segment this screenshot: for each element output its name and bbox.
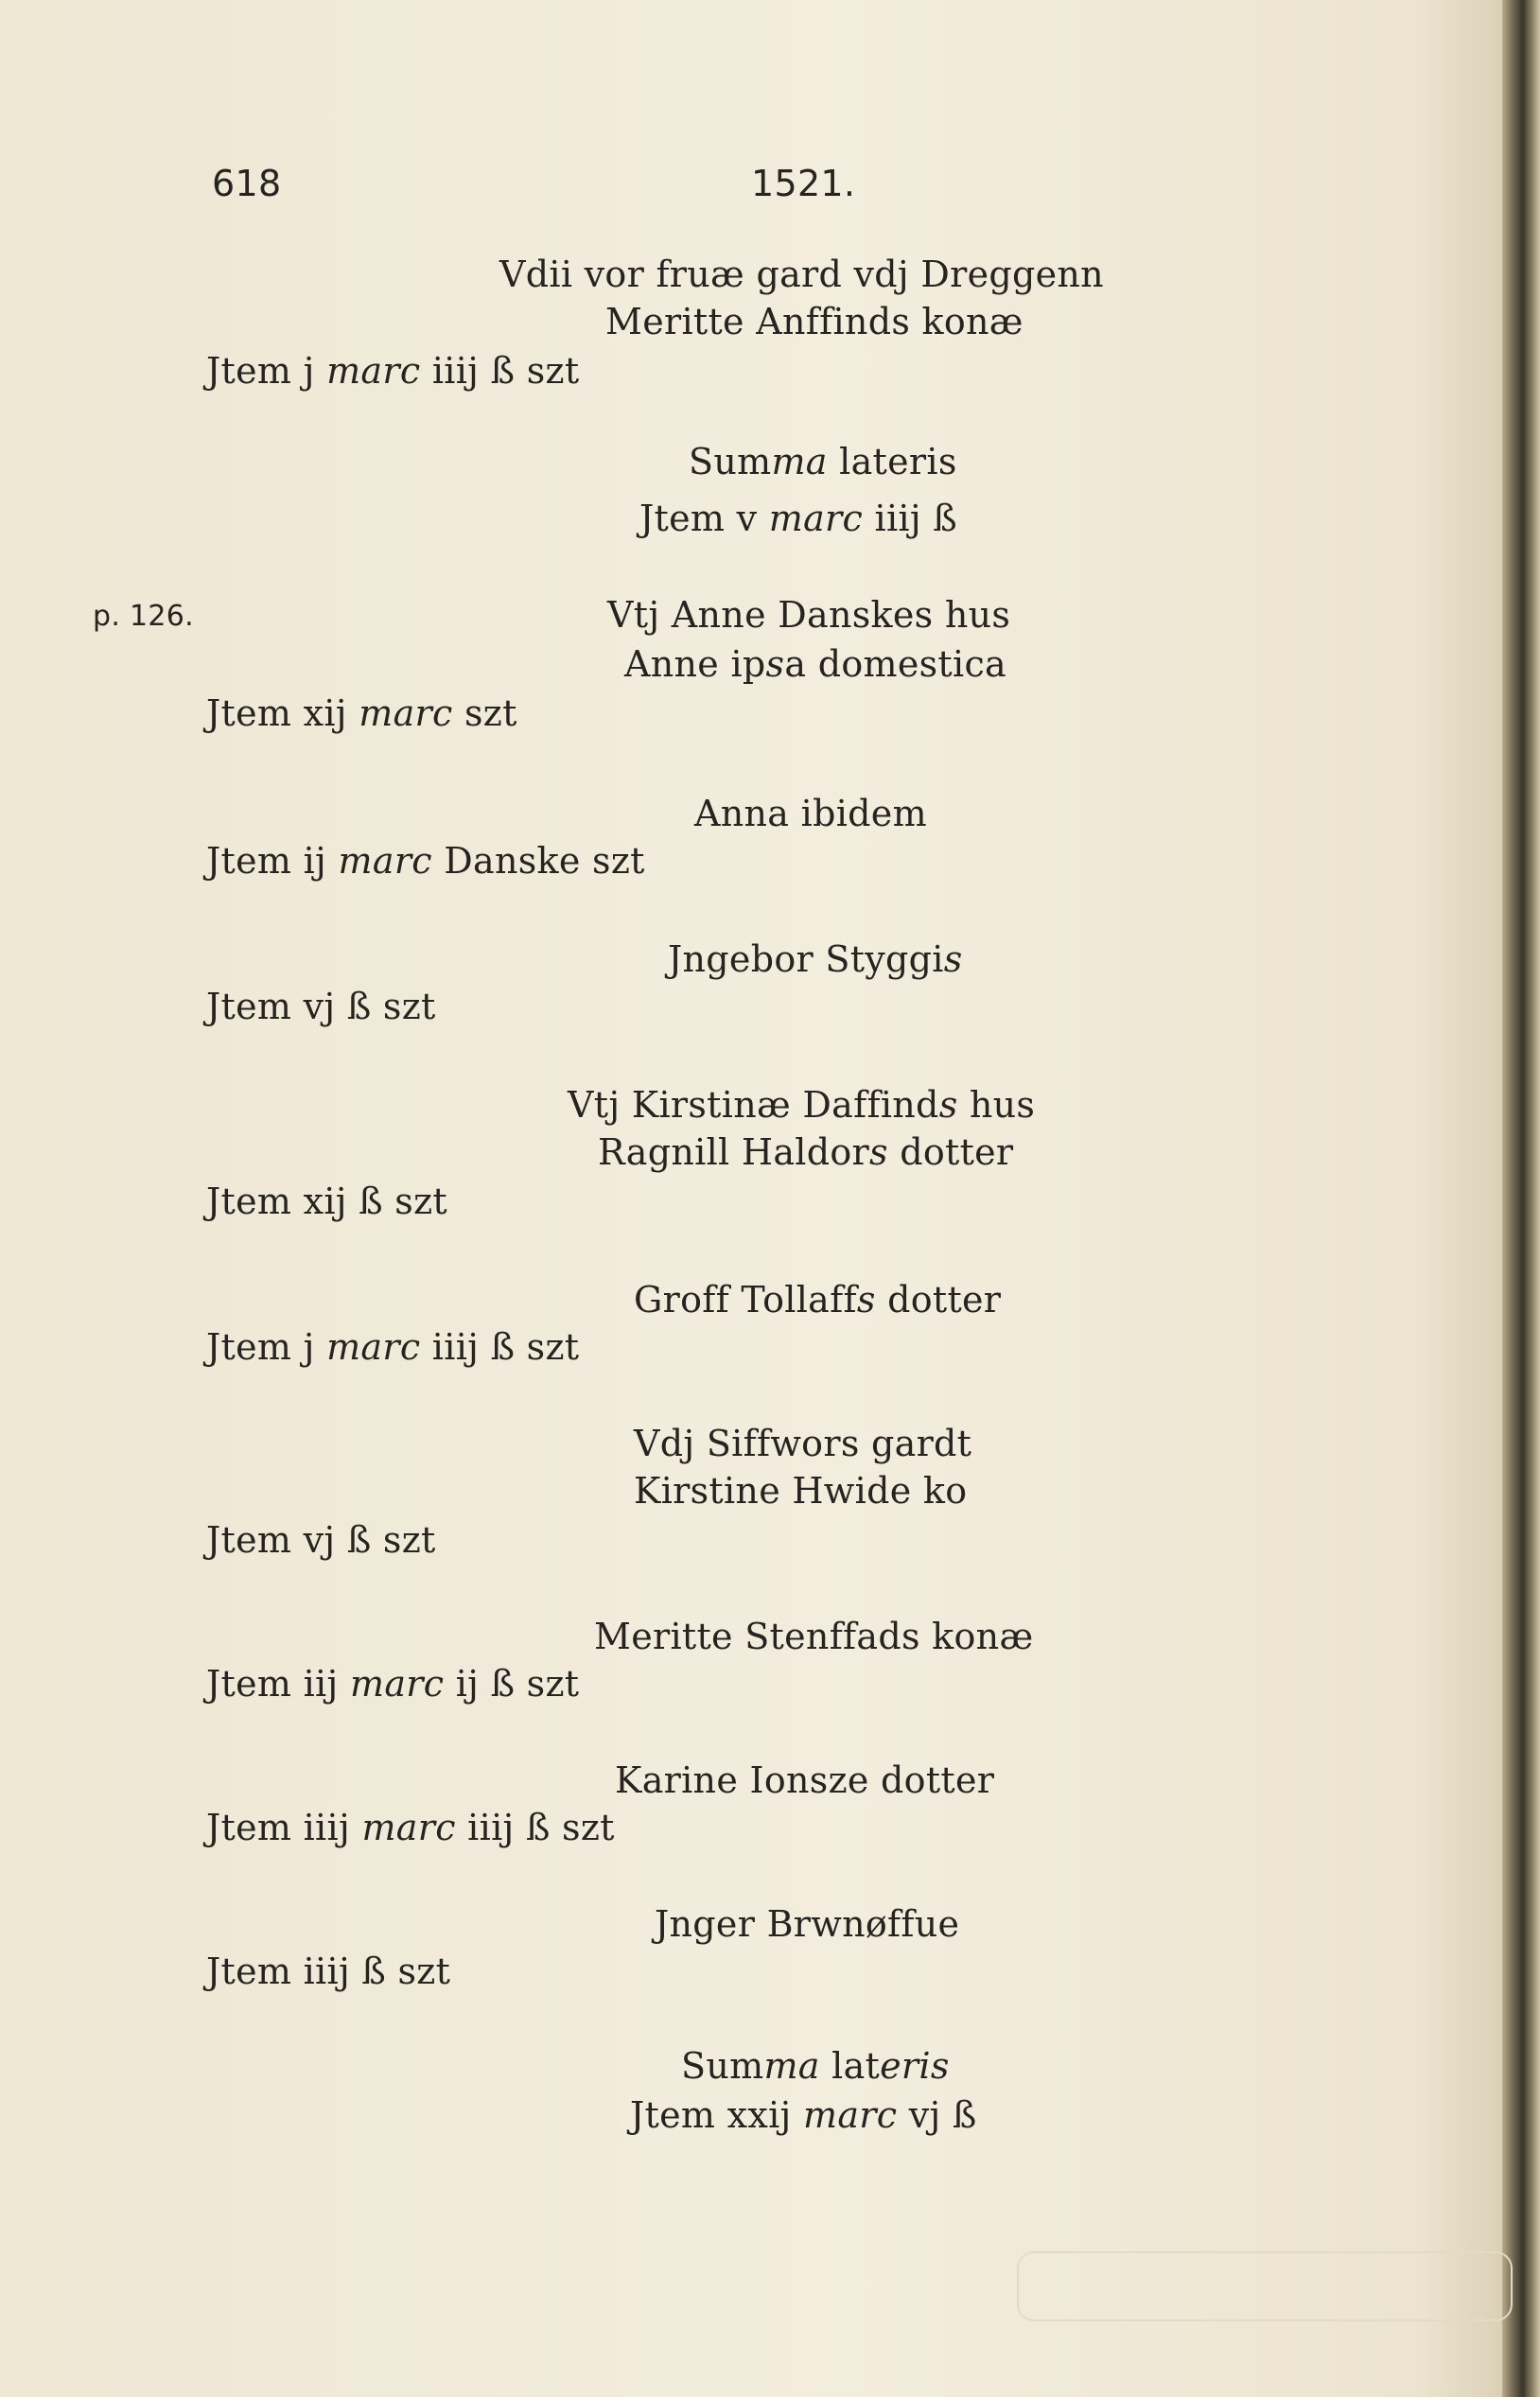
entry-line: Jtem iiij ß szt <box>206 1951 451 1992</box>
entry-line: Jtem j marc iiij ß szt <box>206 350 580 392</box>
total-line: Jtem xxij marc vj ß <box>630 2094 977 2136</box>
page-year: 1521. <box>751 163 856 204</box>
page-binding-edge <box>1502 0 1540 2397</box>
heading-line: Vdj Siffwors gardt <box>634 1423 972 1464</box>
name-line: Jngebor Styggis <box>668 938 963 980</box>
entry-line: Jtem ij marc Danske szt <box>206 840 645 882</box>
entry-line: Jtem j marc iiij ß szt <box>206 1326 580 1368</box>
name-line: Anne ipsa domestica <box>624 643 1006 685</box>
heading-line: Vtj Anne Danskes hus <box>607 594 1011 636</box>
summa-line: Summa lateris <box>681 2045 950 2087</box>
margin-page-reference: p. 126. <box>93 600 195 633</box>
page-number: 618 <box>212 163 282 204</box>
heading-line: Vdii vor fruæ gard vdj Dreggenn <box>499 254 1104 295</box>
name-line: Jnger Brwnøffue <box>655 1903 960 1945</box>
name-line: Karine Ionsze dotter <box>615 1759 995 1801</box>
summa-line: Summa lateris <box>689 441 957 482</box>
name-line: Meritte Stenffads konæ <box>594 1616 1034 1657</box>
heading-line: Vtj Kirstinæ Daffinds hus <box>568 1084 1036 1126</box>
entry-line: Jtem xij marc szt <box>206 692 517 734</box>
entry-line: Jtem iij marc ij ß szt <box>206 1663 580 1705</box>
entry-line: Jtem xij ß szt <box>206 1181 448 1222</box>
entry-line: Jtem vj ß szt <box>206 986 436 1027</box>
name-line: Kirstine Hwide ko <box>634 1470 968 1512</box>
name-line: Groff Tollaffs dotter <box>634 1279 1002 1321</box>
name-line: Meritte Anffinds konæ <box>605 301 1024 342</box>
name-line: Anna ibidem <box>694 793 927 834</box>
entry-line: Jtem iiij marc iiij ß szt <box>206 1807 615 1848</box>
faint-stamp-outline <box>1017 2251 1513 2321</box>
total-line: Jtem v marc iiij ß <box>639 498 957 539</box>
name-line: Ragnill Haldors dotter <box>598 1131 1014 1173</box>
entry-line: Jtem vj ß szt <box>206 1519 436 1561</box>
